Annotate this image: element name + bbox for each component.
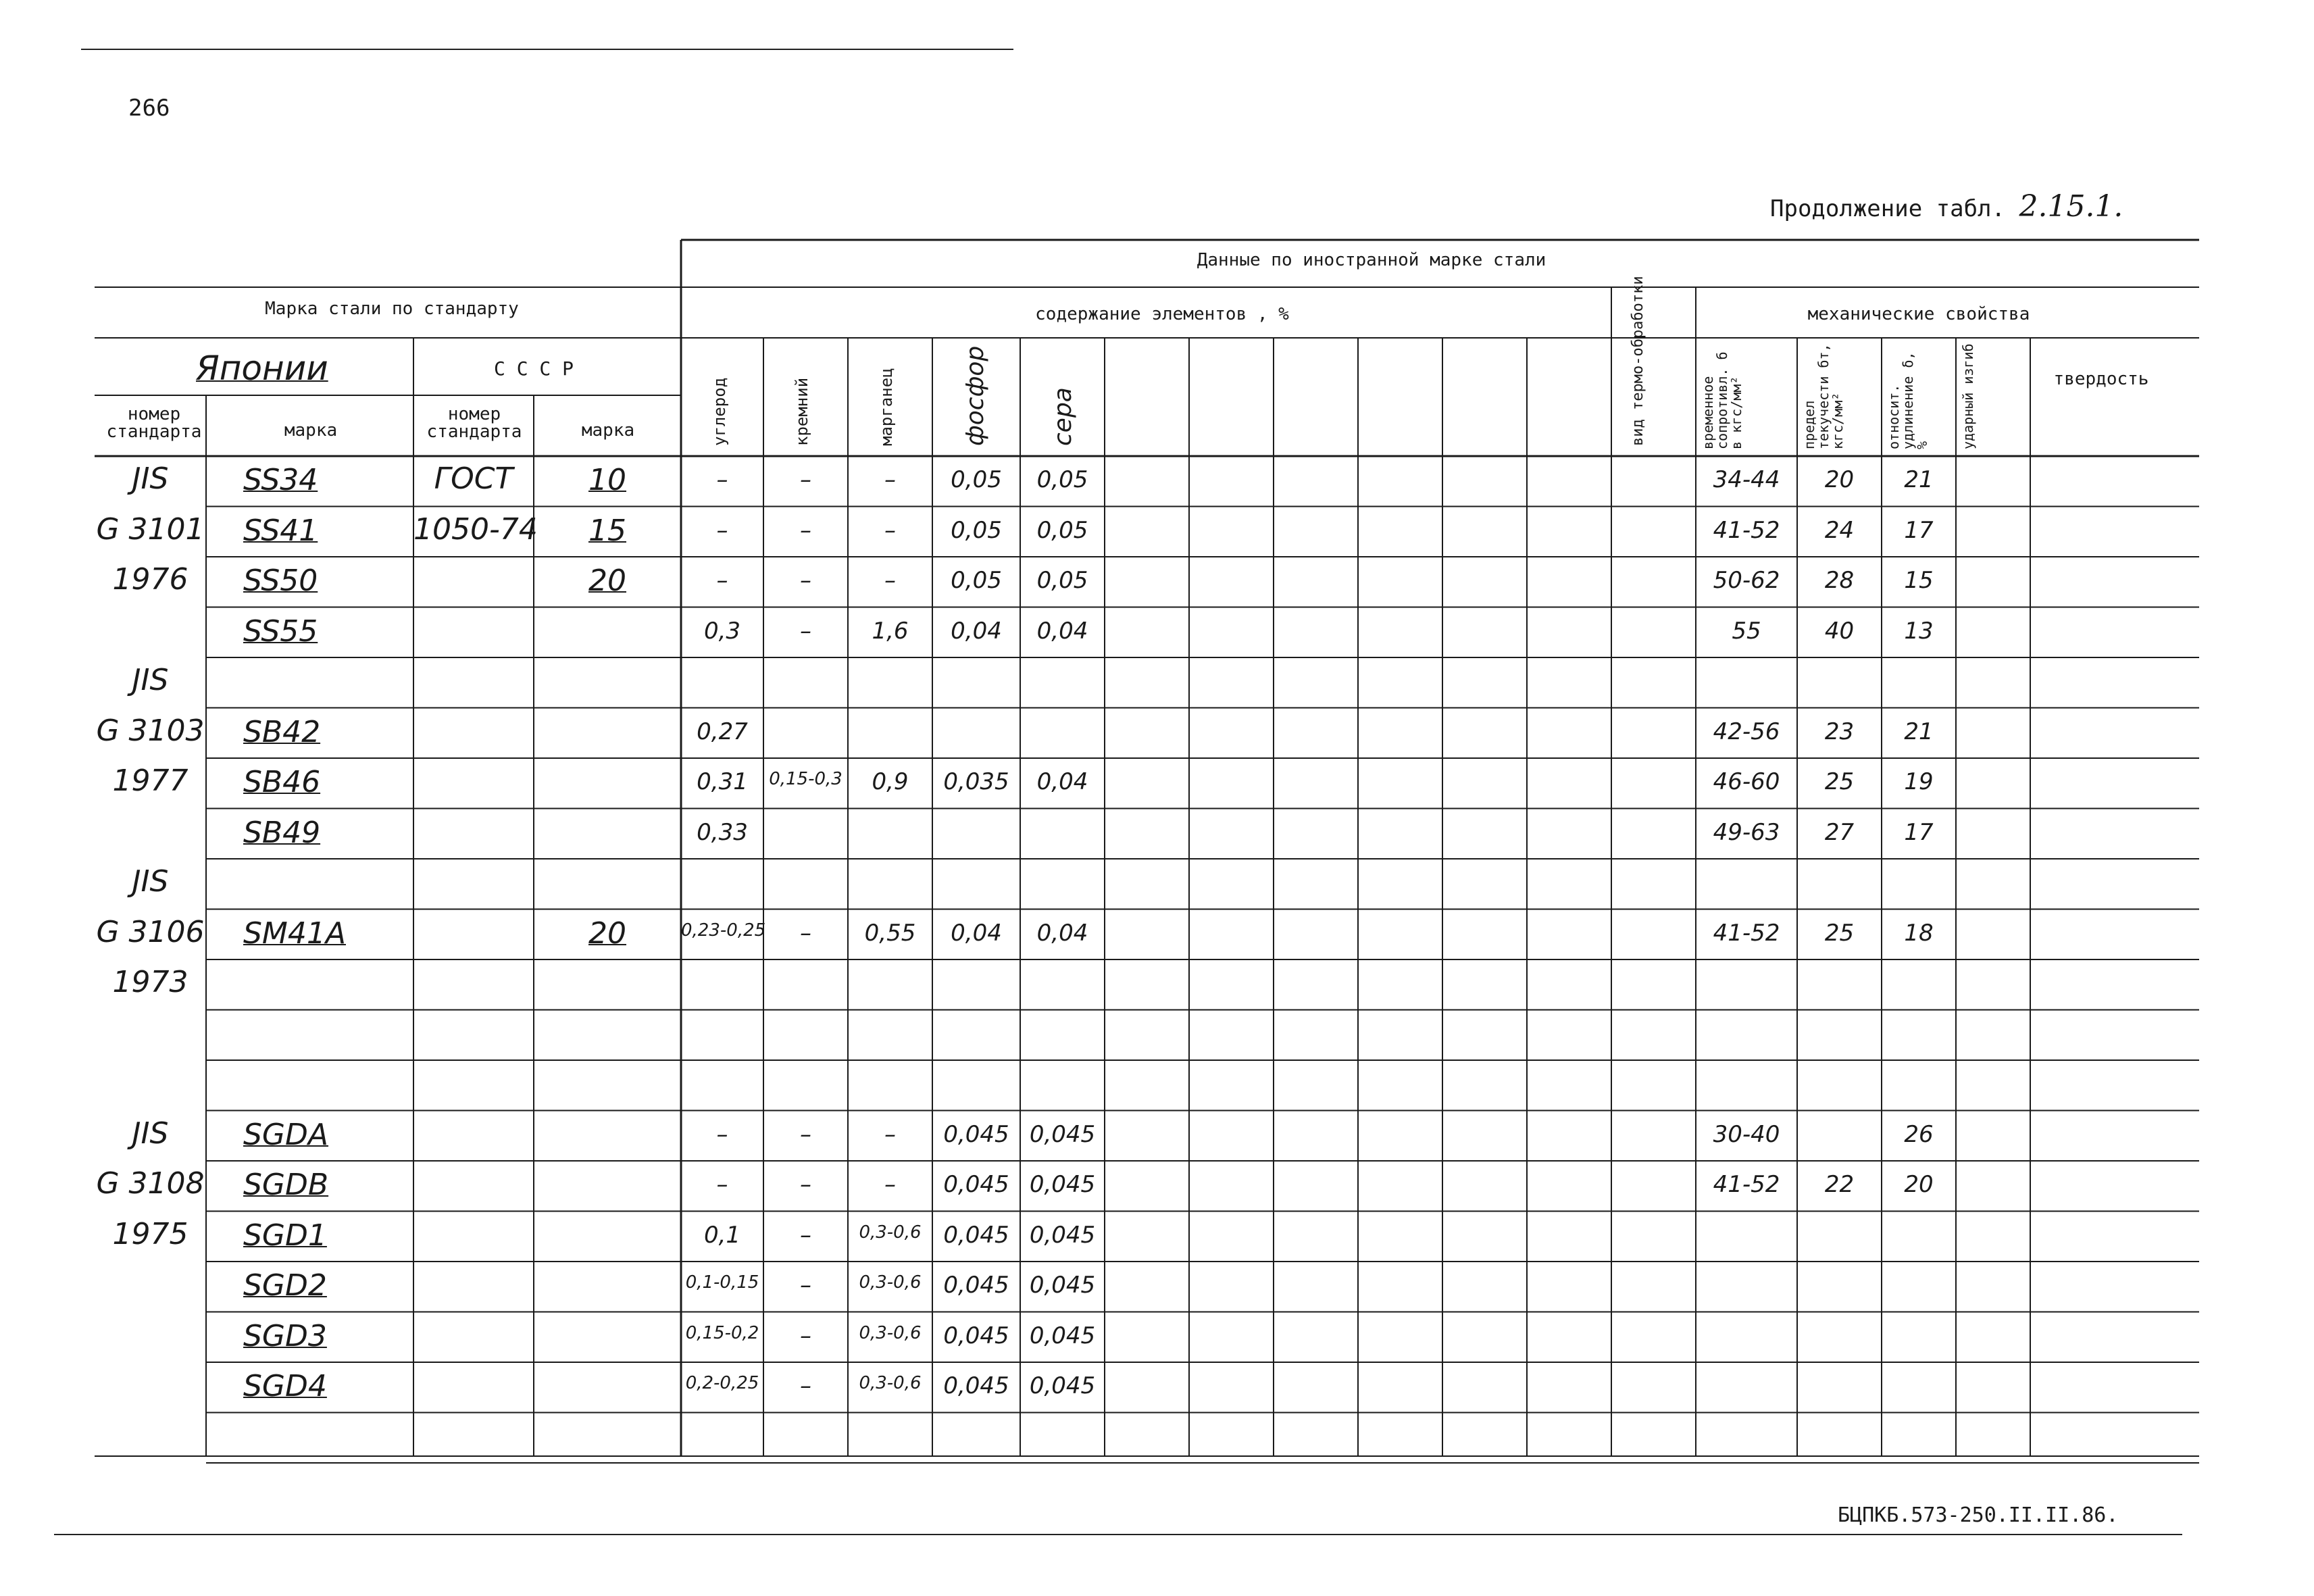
cell-c: – xyxy=(716,567,728,594)
cell-c: 0,1-0,15 xyxy=(685,1272,759,1293)
cell-sb: 41-52 xyxy=(1713,919,1780,947)
cell-mn: 1,6 xyxy=(872,617,909,645)
header-hardness: твердость xyxy=(2053,369,2149,389)
cell-mn: – xyxy=(884,466,896,493)
cell-d: 13 xyxy=(1904,617,1934,645)
grade-cell: SGD2 xyxy=(243,1268,327,1303)
cell-sb: 41-52 xyxy=(1713,516,1780,544)
cell-p: 0,045 xyxy=(943,1120,1009,1148)
cell-p: 0,05 xyxy=(951,466,1002,493)
cell-d: 21 xyxy=(1904,718,1934,745)
cell-s: 0,045 xyxy=(1029,1221,1096,1249)
cell-p: 0,045 xyxy=(943,1322,1009,1349)
cell-p: 0,04 xyxy=(951,617,1002,645)
cell-st: 27 xyxy=(1824,818,1855,846)
cell-d: 18 xyxy=(1904,919,1934,947)
std-no-cell: 1977 xyxy=(112,764,188,798)
page-number: 266 xyxy=(128,95,170,122)
cell-sb: 42-56 xyxy=(1713,718,1780,745)
std-no-cell: JIS xyxy=(132,462,169,496)
grade-cell: SB42 xyxy=(243,714,321,749)
cell-mn: 0,3-0,6 xyxy=(859,1272,922,1293)
header-element-1: кремний xyxy=(793,377,811,446)
grade-cell: SM41A xyxy=(243,916,346,951)
grade-cell: SGD1 xyxy=(243,1218,327,1253)
header-element-0: углерод xyxy=(710,377,729,446)
cell-c: – xyxy=(716,466,728,493)
header-element-4: сера xyxy=(1049,387,1077,446)
cell-s: 0,05 xyxy=(1036,516,1088,544)
cell-p: 0,045 xyxy=(943,1372,1009,1399)
header-ussr: С С С Р xyxy=(493,357,574,380)
grade-cell: SGD3 xyxy=(243,1318,327,1353)
cell-p: 0,035 xyxy=(943,768,1009,795)
header-element-2: марганец xyxy=(877,368,896,446)
cell-s: 0,05 xyxy=(1036,567,1088,594)
header-ussr-grade: марка xyxy=(581,420,635,441)
grade-cell: SS41 xyxy=(243,513,318,548)
ussr-grade-cell: 10 xyxy=(588,463,626,497)
cell-d: 26 xyxy=(1904,1120,1934,1148)
cell-mn: 0,3-0,6 xyxy=(859,1222,922,1243)
header-foreign-data: Данные по иностранной марке стали xyxy=(1197,250,1546,270)
cell-d: 17 xyxy=(1904,516,1934,544)
cell-s: 0,045 xyxy=(1029,1171,1096,1198)
cell-mn: 0,55 xyxy=(864,919,916,947)
cell-s: 0,05 xyxy=(1036,466,1088,493)
header-mech-col-3: ударный изгиб xyxy=(1960,343,1976,449)
ussr-grade-cell: 15 xyxy=(588,513,626,548)
cell-si: – xyxy=(800,466,811,493)
cell-c: – xyxy=(716,1171,728,1198)
cell-mn: – xyxy=(884,516,896,544)
cell-c: – xyxy=(716,1120,728,1148)
cell-s: 0,045 xyxy=(1029,1120,1096,1148)
cell-d: 17 xyxy=(1904,818,1934,846)
cell-p: 0,045 xyxy=(943,1171,1009,1198)
cell-st: 20 xyxy=(1824,466,1855,493)
cell-c: 0,2-0,25 xyxy=(685,1373,759,1393)
header-japan: Японии xyxy=(196,349,328,388)
cell-c: 0,15-0,2 xyxy=(685,1322,759,1343)
cell-p: 0,04 xyxy=(951,919,1002,947)
std-no-cell: 1973 xyxy=(112,965,188,999)
std-no-cell: G 3106 xyxy=(96,914,205,949)
cell-d: 21 xyxy=(1904,466,1934,493)
cell-c: 0,1 xyxy=(703,1221,741,1249)
document-code: БЦПКБ.573-250.II.II.86. xyxy=(1838,1503,2119,1527)
cell-mn: 0,3-0,6 xyxy=(859,1322,922,1343)
cell-si: – xyxy=(800,1272,811,1299)
cell-mn: – xyxy=(884,1120,896,1148)
ussr-std-no-cell: 1050-74 xyxy=(413,512,538,547)
cell-c: 0,23-0,25 xyxy=(681,920,766,941)
std-no-cell: G 3108 xyxy=(96,1166,205,1201)
grade-cell: SS50 xyxy=(243,564,318,598)
cell-si: – xyxy=(800,1221,811,1249)
cell-si: – xyxy=(800,1322,811,1349)
cell-st: 28 xyxy=(1824,567,1855,594)
header-grade: марка xyxy=(284,420,338,441)
cell-c: 0,31 xyxy=(697,768,748,795)
table-number: 2.15.1. xyxy=(2019,189,2123,224)
cell-mn: 0,3-0,6 xyxy=(859,1373,922,1393)
cell-si: – xyxy=(800,919,811,947)
cell-sb: 55 xyxy=(1732,617,1761,645)
cell-st: 22 xyxy=(1824,1171,1855,1198)
grade-cell: SS55 xyxy=(243,614,318,649)
cell-c: – xyxy=(716,516,728,544)
header-mech-col-2: относит. удлинение δ, % xyxy=(1886,351,1930,449)
cell-si: – xyxy=(800,1120,811,1148)
cell-si: – xyxy=(800,567,811,594)
cell-sb: 50-62 xyxy=(1713,567,1780,594)
header-content: содержание элементов , % xyxy=(1035,304,1289,324)
grade-cell: SB46 xyxy=(243,765,321,799)
header-heat-treat: вид термо-обработки xyxy=(1630,276,1646,446)
cell-mn: 0,9 xyxy=(872,768,909,795)
cell-s: 0,045 xyxy=(1029,1372,1096,1399)
ussr-grade-cell: 20 xyxy=(588,564,626,598)
header-mech-col-1: предел текучести бт, кгс/мм² xyxy=(1801,343,1846,449)
cell-c: 0,3 xyxy=(703,617,741,645)
cell-s: 0,04 xyxy=(1036,919,1088,947)
grade-cell: SGDA xyxy=(243,1117,329,1152)
header-std-grade: Марка стали по стандарту xyxy=(265,299,519,319)
cell-s: 0,045 xyxy=(1029,1322,1096,1349)
std-no-cell: G 3101 xyxy=(96,512,205,547)
cell-sb: 34-44 xyxy=(1713,466,1780,493)
header-element-3: фосфор xyxy=(961,345,989,446)
cell-si: – xyxy=(800,516,811,544)
cell-st: 25 xyxy=(1824,919,1855,947)
cell-si: 0,15-0,3 xyxy=(769,769,842,789)
cell-p: 0,05 xyxy=(951,567,1002,594)
cell-s: 0,04 xyxy=(1036,768,1088,795)
cell-st: 40 xyxy=(1824,617,1855,645)
std-no-cell: JIS xyxy=(132,864,169,899)
std-no-cell: G 3103 xyxy=(96,713,205,748)
cell-mn: – xyxy=(884,567,896,594)
grade-cell: SGDB xyxy=(243,1168,329,1202)
cell-si: – xyxy=(800,1171,811,1198)
continuation-prefix: Продолжение табл. xyxy=(1770,195,2005,222)
std-no-cell: JIS xyxy=(132,1116,169,1151)
cell-s: 0,045 xyxy=(1029,1272,1096,1299)
cell-p: 0,05 xyxy=(951,516,1002,544)
cell-sb: 46-60 xyxy=(1713,768,1780,795)
grade-cell: SS34 xyxy=(243,463,318,497)
cell-s: 0,04 xyxy=(1036,617,1088,645)
cell-p: 0,045 xyxy=(943,1221,1009,1249)
cell-d: 20 xyxy=(1904,1171,1934,1198)
cell-c: 0,27 xyxy=(697,718,748,745)
header-std-no: номер стандарта xyxy=(106,404,202,442)
header-mech: механические свойства xyxy=(1807,304,2030,324)
header-ussr-std-no: номер стандарта xyxy=(426,404,522,442)
ussr-std-no-cell: ГОСТ xyxy=(434,462,513,496)
cell-d: 15 xyxy=(1904,567,1934,594)
std-no-cell: JIS xyxy=(132,663,169,697)
cell-si: – xyxy=(800,1372,811,1399)
cell-st: 24 xyxy=(1824,516,1855,544)
grade-cell: SB49 xyxy=(243,815,321,850)
ussr-grade-cell: 20 xyxy=(588,916,626,951)
cell-p: 0,045 xyxy=(943,1272,1009,1299)
cell-si: – xyxy=(800,617,811,645)
cell-sb: 41-52 xyxy=(1713,1171,1780,1198)
std-no-cell: 1976 xyxy=(112,562,188,597)
cell-c: 0,33 xyxy=(697,818,748,846)
cell-sb: 30-40 xyxy=(1713,1120,1780,1148)
header-mech-col-0: временное сопротивл. б в кгс/мм² xyxy=(1700,351,1744,449)
grade-cell: SGD4 xyxy=(243,1369,327,1403)
std-no-cell: 1975 xyxy=(112,1216,188,1251)
cell-mn: – xyxy=(884,1171,896,1198)
cell-sb: 49-63 xyxy=(1713,818,1780,846)
cell-st: 23 xyxy=(1824,718,1855,745)
cell-d: 19 xyxy=(1904,768,1934,795)
cell-st: 25 xyxy=(1824,768,1855,795)
